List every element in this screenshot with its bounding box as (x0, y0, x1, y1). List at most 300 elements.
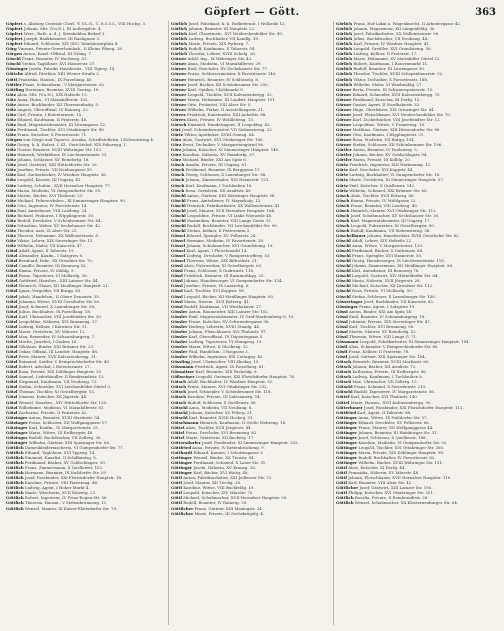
entry-details: Josef, Bäcker, XII Schönbrunner Str. 250. (187, 81, 269, 87)
entry-surname: Göttinger (171, 460, 193, 466)
entry-details: Ferdinand, Schmied, X Laaer Str. 31. (193, 460, 267, 466)
entry-details: Viktor, Lehrer, XIX Sieveringer Str. 11. (17, 238, 94, 244)
entry-details: Karoline, Witwe, VIII Buchfeldg. 19. (183, 485, 255, 491)
entry-surname: Görz (171, 137, 182, 143)
entry-details: Josef, Fassbinder, XXI Floridsdorfer Hauptstr. 112. (363, 404, 464, 410)
entry-surname: Gössl (336, 318, 348, 324)
entry-surname: Göttlicher (336, 485, 359, 491)
entry-details: Robert, Kaufmann, I Bauernmarkt 11. (353, 61, 429, 67)
entry-surname: Götz (6, 222, 16, 228)
entry-details: Julius, Buchhalter, IX Porzellang. 18. (18, 308, 92, 314)
entry-surname: Götzl (6, 389, 18, 395)
entry-details: Franz, Spengler, XVI Hasnerstr. 55. (352, 253, 423, 259)
entry-details: Josef, Uhrmacher, VIII Skodag. 15. (191, 359, 260, 365)
entry-details: Eduard, Schlosser. XIV (XV.) Tannhäuserplatz 4. (23, 41, 119, 47)
entry-details: Leopold, Fabrikarbeiter, XI Simmeringer Hauptstr. 184. (359, 338, 470, 344)
entry-surname: Görlich (336, 31, 353, 37)
entry-surname: Görlich (171, 41, 188, 47)
entry-surname: Görtz (336, 182, 348, 188)
entry-details: Rudolf, Drechsler, V Schönbrunner Str. 64. (17, 217, 102, 223)
entry-details: Damenkleidermacherin, VI Gumpendorfer Str. 77. (24, 444, 124, 450)
entry-surname: Göttel (336, 399, 350, 405)
entry-details: Adolf, Agent, II Taborstr. 19. (18, 248, 75, 254)
entry-details: Leopold, Gastwirt, XIV Hütteldorfer Str. 64. (352, 273, 439, 279)
entry-details: Wenzel, Hausbes., XIV Hütteldorfer Str. 120. (18, 399, 108, 405)
entry-details: Theresia, Hausm., V Siebenbrunneng. 11. (24, 500, 108, 506)
entry-surname: Gössmann (336, 338, 359, 344)
entry-surname: Götzl (6, 354, 18, 360)
entry-details: Anna, Witwe, V Margaretenstr. 133. (352, 243, 424, 249)
entry-surname: Gotthardt (171, 449, 193, 455)
entry-details: Josefine, Private, VII Neubaugasse 55. (17, 167, 94, 173)
entry-details: Theodor, Arzt, IX Alser Str. 25. (17, 227, 78, 233)
entry-surname: Götschl (171, 414, 188, 420)
entry-surname: Görtz (336, 177, 348, 183)
entry-details: Ludwig, Agent, I Hoher Markt 4. (24, 485, 90, 491)
entry-surname: Görlich (171, 31, 188, 37)
entry-surname: Gössel (171, 248, 186, 254)
entry-details: Johann, Bäcker, XV Goldschlagstr. 94. (353, 152, 428, 158)
entry-details: Leopold, Greißler, XVI Grundsteing. 58. (353, 46, 432, 52)
entry-details: Vinzenz, Kutscher, XX Jägerstr. 44. (18, 394, 88, 400)
entry-details: Jakob, Handelsm., II Obere Donaustr. 35. (18, 293, 100, 299)
entry-surname: Gössl (336, 328, 348, 334)
entry-surname: Görner (336, 126, 352, 132)
entry-details: Alois, Mtr. (V.u.N.), XIX Hofzeile 13. (17, 91, 88, 97)
entry-surname: Göschl (171, 222, 186, 228)
entry-surname: Görlich (171, 36, 188, 42)
entry-details: Moritz, Juwelier, I Graben 16. (18, 338, 78, 344)
entry-details: Anton, Kanzl.-Offizial, III Grüng. 7. (23, 51, 93, 57)
entry-surname: Gösch (336, 217, 350, 223)
entry-surname: Görlich (336, 56, 353, 62)
entry-surname: Gösch (171, 162, 185, 168)
entry-details: Josef, Schmied, X Laxenburger Str. 58. (18, 303, 96, 309)
entry-surname: Görlich (336, 36, 353, 42)
entry-surname: Götschl (171, 409, 188, 415)
entry-surname: Göttinger (336, 455, 358, 461)
entry-surname: Göschl (336, 293, 351, 299)
entry-surname: Görtz (336, 187, 348, 193)
entry-surname: Görlich (171, 46, 188, 52)
entry-surname: Götz (6, 238, 16, 244)
entry-details: Hermine, Modistin, IV Favoritenstr. 38. (186, 238, 265, 244)
entry-details: Josef, Gastwirt, XIII Lainzer Str. 180. (359, 485, 433, 491)
entry-surname: Götsch (336, 379, 352, 385)
entry-details: Rosa, Modistin, VII Burgg. 104. (352, 137, 415, 143)
entry-surname: Gössel (171, 253, 186, 259)
entry-surname: Götzinger (6, 439, 28, 445)
entry-details: Theodor, Tischler, XVIII Schopenhauerstr. 52. (353, 71, 444, 77)
entry-surname: Gösch (336, 227, 350, 233)
entry-surname: Götzl (6, 333, 18, 339)
entry-surname: Görner (171, 101, 187, 107)
entry-surname: Götzl (6, 328, 18, 334)
entry-surname: Götzl (6, 263, 18, 269)
entry-details: Peter, Maurer, XVII Kalvarienbergg. 31. (18, 354, 98, 360)
entry-surname: Götz (6, 202, 16, 208)
entry-surname: Götz (6, 187, 16, 193)
entry-surname: Götsch (336, 369, 352, 375)
entry-details: Max, Reisender, IV Schaumburgerg. 7. (18, 333, 96, 339)
entry-surname: Götzinger (6, 434, 28, 440)
entry-surname: Göttinger (171, 465, 193, 471)
entry-details: Johann, Fleischhauer, XVII Hernalser Hauptstr. 110. (348, 475, 452, 481)
entry-details: Rudolf, Kaufmann, VII Westbahnstr. 27. (184, 303, 263, 309)
entry-surname: Götzl (6, 288, 18, 294)
entry-details: Emma, Private, IV Mühlg. 9. (18, 268, 75, 274)
entry-surname: Götz (6, 212, 16, 218)
entry-surname: Göttlich (6, 444, 24, 450)
entry-details: Stefan, Schneider, XVI Lerchenfelder Gürtel 9. (18, 384, 112, 390)
entry-surname: Göttinger (336, 449, 358, 455)
entry-details: Alois, Schneider, V Reinprechtsdorfer Str. 60. (348, 344, 439, 349)
entry-surname: Göttinger (336, 419, 358, 425)
entry-surname: Gössinger (336, 303, 358, 309)
entry-details: Emanuel, Handelsagent, II Leopoldsg. 42. (187, 121, 271, 127)
entry-details: Franz, Kutscher, XV Schwendergasse 36. (188, 318, 270, 324)
entry-details: Bernhard, Fabr., XX Dresdner Str. 70. (18, 258, 93, 264)
entry-details: Wilhelm, Maler, VI Windmühlg. 27. (353, 81, 423, 87)
entry-details: Johann, Schlosser, XV Reindorfg. 18. (17, 157, 90, 163)
entry-details: Marie, Hebamme, XV Mariahilfer Gürtel 22. (353, 56, 441, 62)
entry-surname: Gösch (171, 167, 185, 173)
entry-details: Karoline, Private, III Salesianerg. 14. (187, 394, 261, 400)
entry-details: Maria, Private, XIX Döblinger Hauptstr. 90. (358, 449, 445, 455)
entry-details: Zacharias, Private, II Praterstr. 62. (18, 409, 88, 415)
entry-details: Heinrich, Beamter, XVIII Martinstr. 60. (352, 359, 430, 365)
entry-surname: Götzl (6, 374, 18, 380)
entry-surname: Götz (6, 91, 16, 97)
entry-details: Wilhelm, Maler, VII Kaiserstr. 47. (17, 243, 83, 249)
entry-surname: Gössel (171, 232, 186, 238)
entry-details: August, Oberoffizial, IV Rainerg. 22. (17, 106, 90, 112)
entry-details: Richard, Prokurist, I Wipplingerstr. 30. (17, 212, 95, 218)
entry-surname: Görtz (336, 162, 348, 168)
entry-details: Marie, Wäscherin, XVII Rötzerg. 23. (24, 490, 97, 496)
entry-details: Josef, Gärtner, XIII Speisinger Str. 104. (348, 354, 426, 360)
entry-surname: Görner (336, 86, 352, 92)
entry-details: Rudolf, Kaufmann, II Taborstr. 54. (188, 46, 256, 52)
entry-surname: Göttl (336, 480, 347, 486)
entry-details: von Görgö und Toporcz, Aranka, Schriftstellerin, I Kolowratring 4. (23, 137, 155, 143)
entry-surname: Görz (171, 147, 182, 153)
entry-surname: Götsch (336, 359, 352, 365)
entry-surname: Göttinger (336, 429, 358, 435)
entry-details: Ferdinand, Kutscher, XI Dorfg. 12. (352, 96, 421, 102)
entry-details: Karl, Magistratsbeamter, III Ungarg. 17. (350, 217, 431, 223)
entry-surname: Göttlich (6, 490, 24, 496)
entry-details: Stefan, Schlosser, XII Schönbrunner Str. 196. (352, 142, 443, 148)
entry-details: Ferdinand, Bäcker, XV Goldschlagstr. 39. (24, 460, 106, 466)
entry-details: Emil, Beamter, IV Schaumburgerg. 18. (349, 313, 426, 319)
entry-details: Wenzel, Schuhmacher, XX Klosterneuburger Str. 64. (354, 500, 459, 506)
entry-surname: Gössl (171, 283, 183, 289)
entry-surname: Götzl (6, 293, 18, 299)
entry-details: Julius, Buchdrucker, VII Neubaug. 44. (353, 36, 429, 42)
entry-surname: Gössler (171, 323, 188, 329)
entry-surname: Götzinger (6, 424, 28, 430)
entry-details: Ludwig, Tapezierer, VI Stumperg. 19. (188, 338, 263, 344)
entry-details: Johanna, Private, XIX Sieveringer Str. 47. (349, 318, 431, 324)
entry-details: Vinzenz, Private-Gewerbeinhab., II Kleine Pfarrg. 28. (17, 46, 124, 52)
entry-details: Anton, Buchbinder, XII Theresienbadg. 5. (17, 101, 100, 107)
entry-details: Ludwig, Drechsler, V Ramperstorfferg. 53. (186, 253, 271, 259)
entry-details: Alexander, Kaufm., I Salzgries 6. (18, 253, 84, 259)
entry-surname: Görner (336, 96, 352, 102)
entry-surname: Götzl (6, 379, 18, 385)
entry-details: Rudolf, Tapezierer, IV Margaretenstr. 56. (353, 389, 435, 395)
entry-surname: Görner (336, 142, 352, 148)
entry-details: Karl, Beamter, XVIII Hockeg. 31. (188, 414, 254, 420)
entry-surname: Görner (171, 86, 187, 92)
entry-surname: Götz (6, 162, 16, 168)
entry-details: Eduard, Kaufmann, II Praterstr. 48. (17, 116, 88, 122)
entry-details: Karl, Kutscher, XVI Thaliastr. 140. (350, 394, 419, 400)
entry-surname: Göttinger (171, 470, 193, 476)
entry-surname: Görz (171, 157, 182, 163)
entry-surname: Götzl (6, 278, 18, 284)
entry-details: Anton, Baumeister, XIII Lainzer Str. 152. (188, 308, 269, 314)
entry-surname: Göttersdorfer (171, 439, 201, 445)
entry-details: Wilhelm, Fiaker, II Ausstellungsstr. 31. (187, 106, 265, 112)
entry-surname: Götz (6, 152, 16, 158)
entry-surname: Götzl (6, 268, 18, 274)
entry-surname: Gösseringer (336, 298, 363, 304)
entry-surname: Gösch (171, 177, 185, 183)
entry-surname: Götz (6, 232, 16, 238)
entry-surname: Göschl (6, 61, 21, 67)
entry-details: Paul, Amtsdiener, VIII Laudong. 24. (17, 207, 88, 213)
entry-surname: Göpfert (6, 36, 23, 42)
entry-surname: Göttlich (6, 495, 24, 501)
entry-details: Joseph, Bankbeamter, III Raaligasse 3. (23, 36, 101, 42)
entry-surname: Gössler (171, 308, 188, 314)
entry-surname: Göschl (171, 227, 186, 233)
entry-surname: Gössl (171, 293, 183, 299)
entry-details: Karl, Optiker, I Kohlmarkt 9. (187, 86, 244, 92)
entry-details: Wilhelm, Schmied, XXI Brünner Str. 60. (349, 187, 428, 193)
entry-details: Johann, Fleischhauer, XVI Thaliastr. 97. (188, 328, 267, 334)
entry-surname: Görlich (171, 26, 188, 32)
entry-details: Karl, Zuckerbäcker, IV Wiedner Hauptstr. 36. (17, 172, 107, 178)
entry-surname: Göschl (171, 192, 186, 198)
entry-details: Marie, Private, III Sechskrügelg. 4. (194, 510, 265, 516)
entry-surname: Göschl (336, 288, 351, 294)
entry-details: Johann, Schuhmacher, XVI Grundsteing. 19. (186, 243, 274, 249)
entry-surname: Göttl (171, 495, 182, 501)
entry-surname: Göttlich (6, 485, 24, 491)
column-1 (6, 21, 168, 625)
entry-details: Oskar, Offizial, III Landstr. Hauptstr. 88. (18, 349, 99, 355)
entry-details: Franz, Beamter, VIII Laudong. 48. (350, 202, 418, 208)
entry-surname: Görgen (6, 51, 22, 57)
entry-details: Eduard, Spengler, XV Felberstr. 24. (186, 232, 257, 238)
entry-details: Theresia, Witwe, VIII Lange G. 71. (349, 333, 418, 339)
entry-surname: Götz (6, 207, 16, 213)
entry-surname: Göttinger (336, 444, 358, 450)
entry-details: Leopold, Tischler, XVI Ottakringer Str. 260. (358, 444, 445, 450)
entry-surname: Göttche (6, 71, 24, 77)
entry-details: Heinrich, Maurer, XVI Ottakringer Str. 112. (350, 207, 437, 213)
entry-surname: Göttlich (6, 505, 24, 511)
entry-surname: Görner (171, 61, 187, 67)
entry-details: Franz, Schlosser, X Gudrunstr. 118. (184, 268, 255, 274)
entry-details: Josefine, Private, IX Lazarettg. 6. (184, 283, 250, 289)
entry-details: Karl, Agent, II Taborstr. 88. (357, 409, 412, 415)
entry-details: Heinrich, Beamter, IV Schlüsselg. 8. (187, 76, 260, 82)
entry-details: Klara, Private, IV Wohllebeng. 13. (186, 116, 255, 122)
entry-surname: Götz (6, 177, 16, 183)
entry-details: Emil, Drechsler, XV Sechshauser Str. 77. (187, 66, 268, 72)
entry-details: Stefan, Kellner, II Praterstern 2. (187, 227, 251, 233)
entry-surname: Göstl (336, 354, 348, 360)
entry-surname: Götzl (6, 258, 18, 264)
entry-surname: Görlich (336, 21, 353, 26)
columns-container (6, 21, 498, 625)
entry-details: Amalie, Private, III Ungarg. 61. (185, 162, 248, 168)
entry-details: Alois, Tischler, XVII Jörgerstr. 44. (185, 424, 252, 430)
entry-details: Leopoldine, Private, VI Linke Wienzeile 48. (187, 212, 273, 218)
entry-details: Samuel, Lederhändler, II Rembrandtstr. 13. (18, 374, 105, 380)
entry-details: Alois, Gastwirt, XVI Ottakringer Str. 180. (182, 137, 264, 143)
entry-surname: Göschl (336, 258, 351, 264)
entry-surname: Götz (6, 172, 16, 178)
entry-details: Michael, Schuhmacher, XVII Hernalser Hauptstr. 58. (183, 495, 288, 501)
entry-surname: Götschl (171, 404, 188, 410)
entry-surname: Götzl (6, 308, 18, 314)
entry-details: Franz, Schmied, X Favoritenstr. 210. (353, 384, 427, 390)
entry-surname: Göttl (336, 465, 347, 471)
entry-details: Franz, Schlossermeister, X Favoritenstr. 140. (187, 71, 277, 77)
entry-details: Marie, Greislerin, XV Märzstr. 12. (18, 328, 86, 334)
entry-surname: Götsch (336, 364, 352, 370)
entry-surname: Görner (336, 111, 352, 117)
entry-details: Josef, Maurer, XVII Hernalser Hauptstr. 164. (187, 207, 276, 213)
entry-surname: Gössl (171, 303, 183, 309)
entry-details: Leopold, Bäcker, XII Meidlinger Hauptstr. 63. (184, 293, 275, 299)
entry-details: Rudolf, Schlosser, X Quellenstr. 56. (187, 399, 257, 405)
entry-details: Johann, Magazineur, XII Längenfeldg. 30. (353, 26, 436, 32)
entry-details: Josef, Fassbinder, XXI Floridsdorfer Hauptstr. 18. (24, 475, 123, 481)
page-number: 363 (475, 7, 496, 18)
entry-details: Johann, Hausbesitzer, XVIII Gersthofer Str. 82. (367, 232, 460, 238)
entry-details: Robert, Advokat, I Rotenturmstr. 27. (18, 364, 91, 370)
entry-surname: Görz (171, 142, 182, 148)
entry-details: Maria, Private, III Kölblg. 20. (353, 157, 411, 163)
entry-surname: Gössl (336, 308, 348, 314)
entry-surname: Görz (171, 152, 182, 158)
entry-details: Ludwig, Kaufmann, I Tuchlauben 8. (352, 374, 424, 380)
entry-surname: Göschl (171, 207, 186, 213)
entry-surname: Götzl (6, 253, 18, 259)
entry-details: Matthias, Gärtner, XIII Hetzendorfer Str. 88. (352, 126, 441, 132)
entry-details: Rosa, Private, XIX Döblinger Hauptstr. 55. (18, 369, 103, 375)
entry-surname: Götsch (336, 374, 352, 380)
entry-details: Franz, Zimmermann, X Quellenstr. 102. (24, 465, 104, 471)
entry-surname: Görner (171, 76, 187, 82)
entry-details: Anna, Hutm., VI Mariahilferstr. 103. (17, 96, 89, 102)
entry-surname: Gössl (336, 313, 348, 319)
entry-surname: Görtler (336, 157, 352, 163)
entry-surname: Göpfert (6, 21, 23, 26)
entry-surname: Görlich (336, 61, 353, 67)
entry-details: Katharina, Private, III Erdbergstr. 96. (352, 369, 427, 375)
entry-surname: Gösch (171, 187, 185, 193)
entry-surname: Gössler (171, 354, 188, 360)
entry-details: Maria, Witwe, III Erdbergstr. 48. (28, 429, 94, 435)
entry-surname: Gössinger (6, 66, 28, 72)
entry-details: Anton, Binder, XXI Am Spitz 14. (349, 308, 413, 314)
entry-details: Josef, Fleischhauer, XVI Neulerchenfelder Str. 70. (352, 111, 451, 117)
entry-details: Franz, Maurer, XII Wolfganggasse 44. (358, 424, 434, 430)
entry-details: Josef, Schuhmacher, XV Sechshauser Str. 30. (350, 212, 440, 218)
entry-surname: Götz (6, 147, 16, 153)
entry-surname: Gösch (336, 212, 350, 218)
entry-surname: Göschl (336, 273, 351, 279)
entry-details: Georg, k. k. Hofrat, I. Kl., Gerichtshof. XIX Pokornyg. 1. (17, 142, 128, 148)
entry-details: Alois, Kutscher, XI Dorfg. 44. (348, 465, 406, 471)
entry-details: Anton, Beamter, IV Paulanerg. 5. (353, 147, 418, 153)
entry-details: Gustav, Beamter, XVIII Währinger Str. 103. (17, 147, 103, 153)
entry-details: Josefa, Fabriks Hausbesitz., VIII Tigerg. 14. (29, 66, 116, 72)
entry-surname: Götz (6, 116, 16, 122)
entry-details: Georg, Hausbesorger, IX Liechtensteinstr. 118. (352, 258, 445, 264)
entry-surname: Göschl (6, 56, 21, 62)
entry-surname: Gösch (171, 172, 185, 178)
entry-surname: Götzl (6, 384, 18, 390)
entry-details: Heinrich, Fabrikarbeiter, XX Wallensteinstr. 41. (187, 202, 281, 208)
entry-surname: Görlich (336, 26, 353, 32)
entry-surname: Gösch (336, 197, 350, 203)
entry-details: Leopoldine, Näherin, XVI Brunneng. 27. (18, 318, 99, 324)
entry-surname: Görner (336, 137, 352, 143)
entry-details: Johann, Zimmermaler, XVI Hasnerstr. 121. (185, 177, 270, 183)
entry-surname: Gössl (336, 323, 348, 329)
entry-surname: Gottinger (171, 455, 193, 461)
entry-details: Paul, Kutscher, X Quellenstr. 142. (349, 182, 416, 188)
entry-surname: Gössl (171, 263, 183, 269)
entry-surname: Göschl (336, 248, 351, 254)
entry-surname: Gösch (336, 202, 350, 208)
entry-surname: Göttfried (171, 444, 191, 450)
entry-surname: Götz (6, 182, 16, 188)
entry-surname: Görtz (336, 167, 348, 173)
entry-details: Eduard, Schneider, XVII Kalvarienbergg. 70. (352, 91, 441, 97)
entry-surname: Gössler (171, 333, 188, 339)
entry-surname: Görner (336, 116, 352, 122)
entry-details: Rosa, Greislerin, XII Arndtstr. 49. (185, 187, 252, 193)
entry-surname: Götzl (6, 349, 18, 355)
entry-surname: Gössling (171, 359, 190, 365)
entry-details: Gustav, Agent, II Nordbahnstr. 32. (352, 101, 421, 107)
entry-surname: Göttlicher (171, 510, 194, 516)
entry-details: Emil, Magistratsbeamter, IV Graf-Starhemberg-G. 10. (188, 313, 295, 319)
entry-details: Rudolf, Beamter, III Löwengasse 30. (353, 66, 426, 72)
entry-surname: Göpfert (6, 31, 23, 37)
entry-details: Johann, Bäcker, XII Arndtstr. 72. (352, 364, 417, 370)
entry-details: Raimund, Sattler, V Reinprechtsdorfer Str. 40. (18, 359, 111, 365)
entry-details: Ludwig, Buchhalter, VI Gumpendorfer Str. 18. (349, 172, 441, 178)
entry-details: Franz, Gärtner, XIII Maxingstr. 24. (194, 505, 263, 511)
entry-surname: Görres (171, 111, 186, 117)
entry-details: Franz, Schneiderm., V Margaretenstr. 62. (22, 81, 106, 87)
entry-surname: Götzl (6, 394, 18, 400)
entry-details: Karl, Agent, I Fleischmarkt 14. (186, 248, 248, 254)
directory-entry (171, 511, 333, 516)
entry-details: Karl, Kaufm., IV Margaretenstr. 25. (28, 424, 99, 430)
entry-surname: Gössnitzer (171, 369, 195, 375)
